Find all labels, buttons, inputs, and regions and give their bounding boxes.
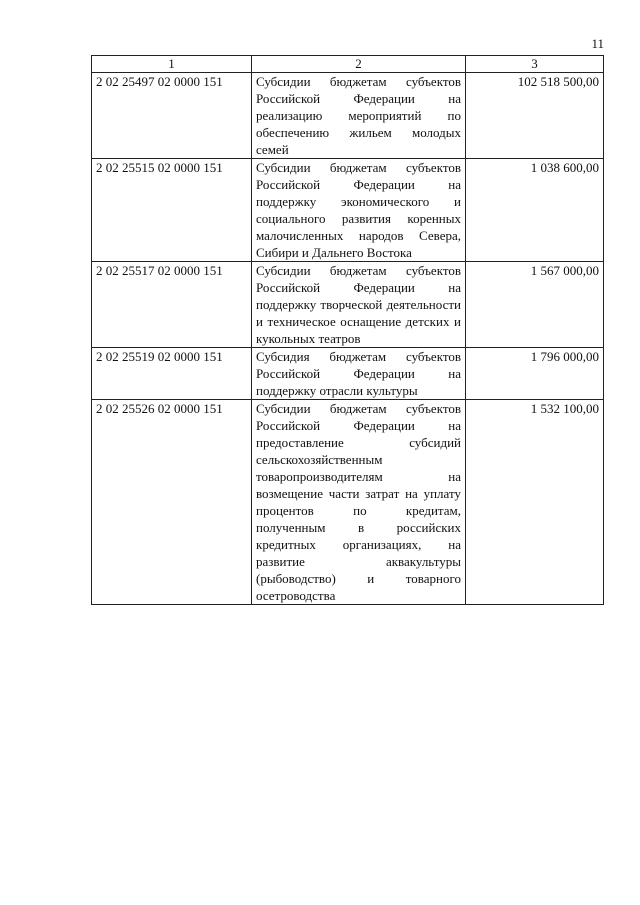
row-description: Субсидии бюджетам субъектов Российской Федерации на реализацию мероприятий по обеспечению жильем молодых семей <box>252 73 466 159</box>
budget-code: 2 02 25515 02 0000 151 <box>92 159 252 262</box>
budget-code: 2 02 25517 02 0000 151 <box>92 262 252 348</box>
row-amount: 1 038 600,00 <box>466 159 604 262</box>
column-header: 3 <box>466 56 604 73</box>
table-row <box>92 262 604 348</box>
budget-table <box>91 55 604 605</box>
row-amount: 1 532 100,00 <box>466 400 604 605</box>
table-row <box>92 400 604 605</box>
table-row <box>92 159 604 262</box>
budget-code: 2 02 25519 02 0000 151 <box>92 348 252 400</box>
row-description: Субсидии бюджетам субъектов Российской Федерации на поддержку экономического и социального развития коренных малочисленных народов Севера, Сибири и Дальнего Востока <box>252 159 466 262</box>
table-row <box>92 73 604 159</box>
budget-code: 2 02 25497 02 0000 151 <box>92 73 252 159</box>
column-header: 2 <box>252 56 466 73</box>
row-description: Субсидии бюджетам субъектов Российской Федерации на поддержку творческой деятельности и техническое оснащение детских и кукольных театров <box>252 262 466 348</box>
table-row <box>92 348 604 400</box>
row-amount: 1 796 000,00 <box>466 348 604 400</box>
budget-code: 2 02 25526 02 0000 151 <box>92 400 252 605</box>
row-description: Субсидии бюджетам субъектов Российской Федерации на предоставление субсидий сельскохозяйственным товаропроизводителям на возмещение части затрат на уплату процентов по кредитам, полученным в российских кредитных организациях, на развитие аквакультуры (рыбоводство) и товарного осетроводства <box>252 400 466 605</box>
page-number: 11 <box>591 36 604 51</box>
row-description: Субсидия бюджетам субъектов Российской Федерации на поддержку отрасли культуры <box>252 348 466 400</box>
column-header: 1 <box>92 56 252 73</box>
table-header-row <box>92 56 604 73</box>
row-amount: 1 567 000,00 <box>466 262 604 348</box>
row-amount: 102 518 500,00 <box>466 73 604 159</box>
